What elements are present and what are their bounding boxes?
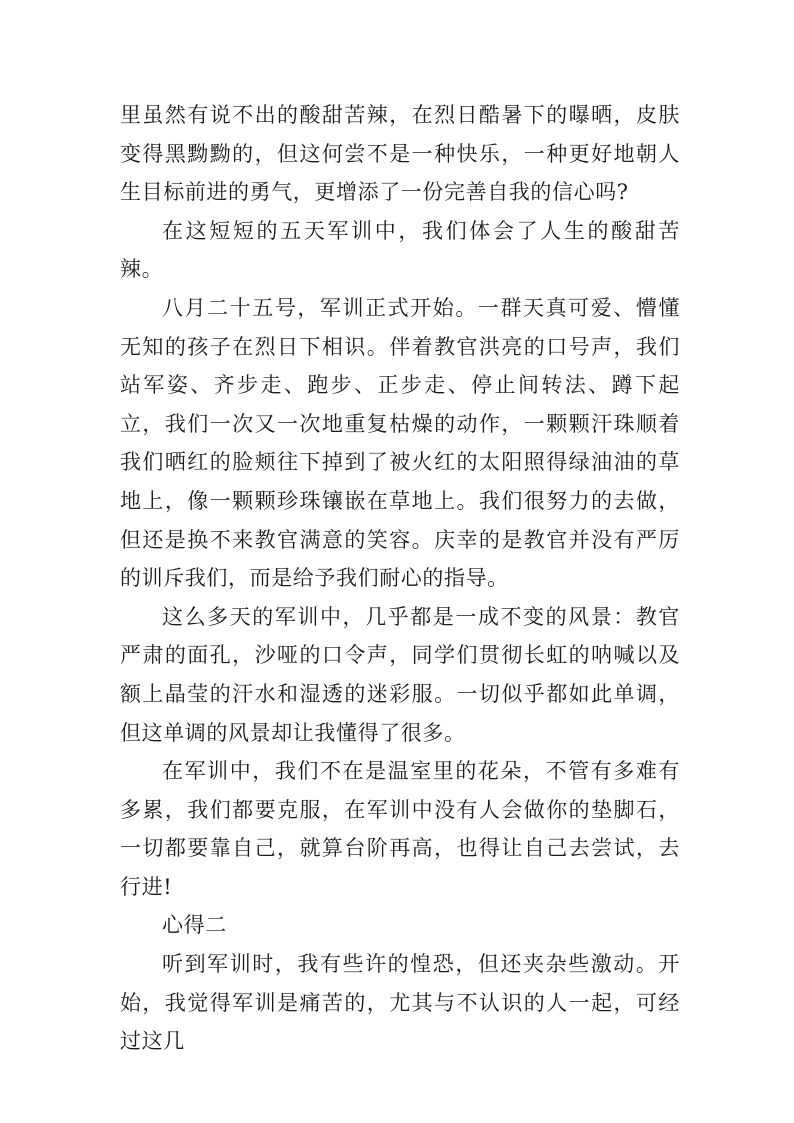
paragraph-training-start: 八月二十五号，军训正式开始。一群天真可爱、懵懂无知的孩子在烈日下相识。伴着教官洪亮的口号声，我们站军姿、齐步走、跑步、正步走、停止间转法、蹲下起立，我们一次又一次地重复枯燥的动作，一颗颗汗珠顺着我们晒红的脸颊往下掉到了被火红的太阳照得绿油油的草地上，像一颗颗珍珠镶嵌在草地上。我们很努力的去做，但还是换不来教官满意的笑容。庆幸的是教官并没有严厉的训斥我们，而是给予我们耐心的指导。 (120, 295, 680, 591)
paragraph-self-reliance: 在军训中，我们不在是温室里的花朵，不管有多难有多累，我们都要克服，在军训中没有人会做你的垫脚石，一切都要靠自己，就算台阶再高，也得让自己去尝试，去行进! (120, 759, 680, 899)
paragraph-continuation: 里虽然有说不出的酸甜苦辣，在烈日酷暑下的曝晒，皮肤变得黑黝黝的，但这何尝不是一种快乐，一种更好地朝人生目标前进的勇气，更增添了一份完善自我的信心吗? (120, 103, 680, 205)
paragraph-summary: 在这短短的五天军训中，我们体会了人生的酸甜苦辣。 (120, 218, 680, 282)
section-heading-part-two: 心得二 (162, 913, 227, 938)
paragraph-part-two-opening: 听到军训时，我有些许的惶恐，但还夹杂些激动。开始，我觉得军训是痛苦的，尤其与不认识的人一起，可经过这几 (120, 952, 680, 1054)
paragraph-scenery: 这么多天的军训中，几乎都是一成不变的风景：教官严肃的面孔，沙哑的口令声，同学们贯彻长虹的呐喊以及额上晶莹的汗水和湿透的迷彩服。一切似乎都如此单调，但这单调的风景却让我懂得了很多。 (120, 604, 680, 745)
document-body (120, 96, 680, 1061)
